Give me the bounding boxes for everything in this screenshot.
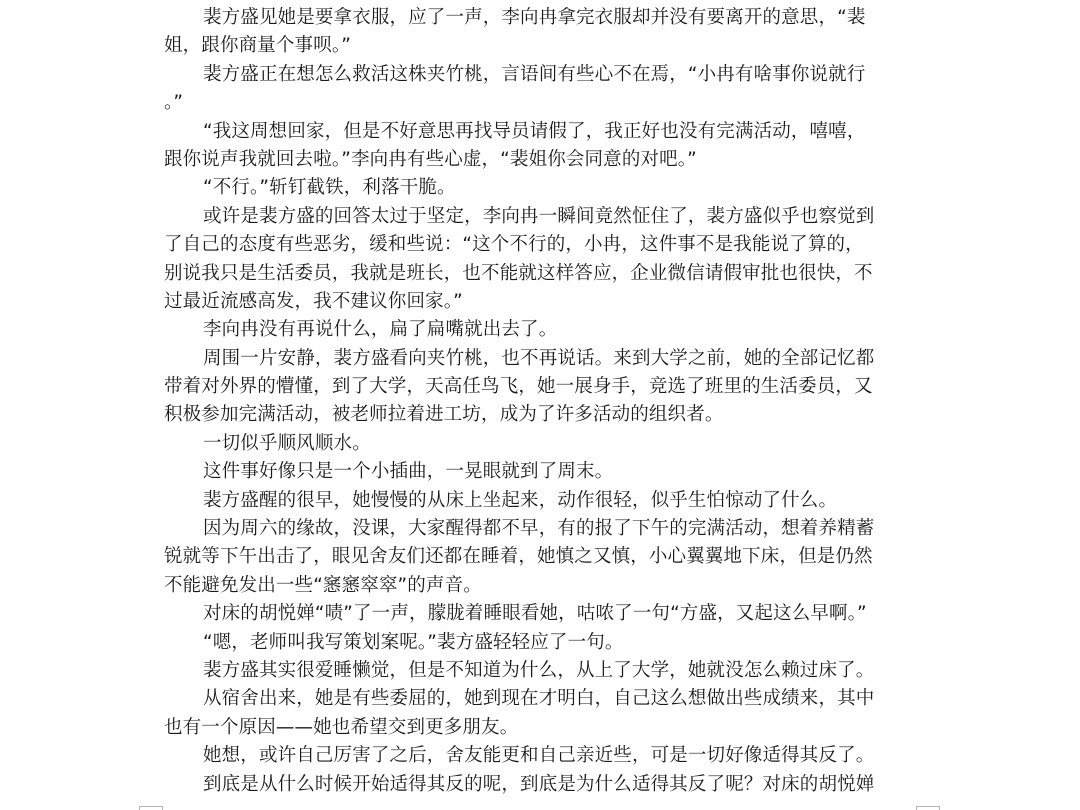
text-line: 从宿舍出来，她是有些委屈的，她到现在才明白，自己这么想做出些成绩来，其中	[203, 688, 875, 710]
text-line: 跟你说声我就回去啦。”李向冉有些心虚，“裴姐你会同意的对吧。”	[164, 148, 697, 170]
text-line: 李向冉没有再说什么，扁了扁嘴就出去了。	[203, 319, 558, 341]
text-line: 积极参加完满活动，被老师拉着进工坊，成为了许多活动的组织者。	[164, 404, 724, 426]
text-line: 不能避免发出一些“窸窸窣窣”的声音。	[164, 574, 482, 596]
page-corner-mark-left	[139, 806, 163, 810]
text-body	[164, 4, 924, 799]
text-line: 姐，跟你商量个事呗。”	[164, 35, 351, 57]
text-line: 一切似乎顺风顺水。	[203, 432, 371, 454]
text-line: 别说我只是生活委员，我就是班长，也不能就这样答应，企业微信请假审批也很快，不	[164, 262, 873, 284]
text-line: 也有一个原因——她也希望交到更多朋友。	[164, 716, 519, 738]
text-line: 了自己的态度有些恶劣，缓和些说：“这个不行的，小冉，这件事不是我能说了算的，	[164, 234, 864, 256]
text-line: 这件事好像只是一个小插曲，一晃眼就到了周末。	[203, 461, 614, 483]
text-line: 裴方盛其实很爱睡懒觉，但是不知道为什么，从上了大学，她就没怎么赖过床了。	[203, 659, 875, 681]
text-line: 或许是裴方盛的回答太过于坚定，李向冉一瞬间竟然怔住了，裴方盛似乎也察觉到	[203, 205, 875, 227]
text-line: 因为周六的缘故，没课，大家醒得都不早，有的报了下午的完满活动，想着养精蓄	[203, 518, 875, 540]
text-line: 裴方盛醒的很早，她慢慢的从床上坐起来，动作很轻，似乎生怕惊动了什么。	[203, 489, 838, 511]
text-line: 裴方盛正在想怎么救活这株夹竹桃，言语间有些心不在焉，“小冉有啥事你说就行	[203, 63, 866, 85]
page-corner-mark-right	[916, 806, 940, 810]
text-line: “不行。”斩钉截铁，利落干脆。	[203, 177, 456, 199]
text-line: 带着对外界的懵懂，到了大学，天高任鸟飞，她一展身手，竞选了班里的生活委员，又	[164, 376, 873, 398]
text-line: 到底是从什么时候开始适得其反的呢，到底是为什么适得其反了呢？对床的胡悦婵	[203, 773, 875, 795]
text-line: 周围一片安静，裴方盛看向夹竹桃，也不再说话。来到大学之前，她的全部记忆都	[203, 347, 875, 369]
text-line: 锐就等下午出击了，眼见舍友们还都在睡着，她慎之又慎，小心翼翼地下床，但是仍然	[164, 546, 873, 568]
text-line: 。”	[164, 92, 184, 114]
text-line: 裴方盛见她是要拿衣服，应了一声，李向冉拿完衣服却并没有要离开的意思，“裴	[203, 7, 866, 28]
text-line: “嗯，老师叫我写策划案呢。”裴方盛轻轻应了一句。	[203, 631, 624, 653]
text-line: 对床的胡悦婵“啧”了一声，朦胧着睡眼看她，咕哝了一句“方盛，又起这么早啊。”	[203, 603, 867, 625]
text-line: 她想，或许自己厉害了之后，舍友能更和自己亲近些，可是一切好像适得其反了。	[203, 745, 875, 767]
text-line: 过最近流感高发，我不建议你回家。”	[164, 290, 463, 312]
text-line: “我这周想回家，但是不好意思再找导员请假了，我正好也没有完满活动，嘻嘻，	[203, 120, 866, 142]
